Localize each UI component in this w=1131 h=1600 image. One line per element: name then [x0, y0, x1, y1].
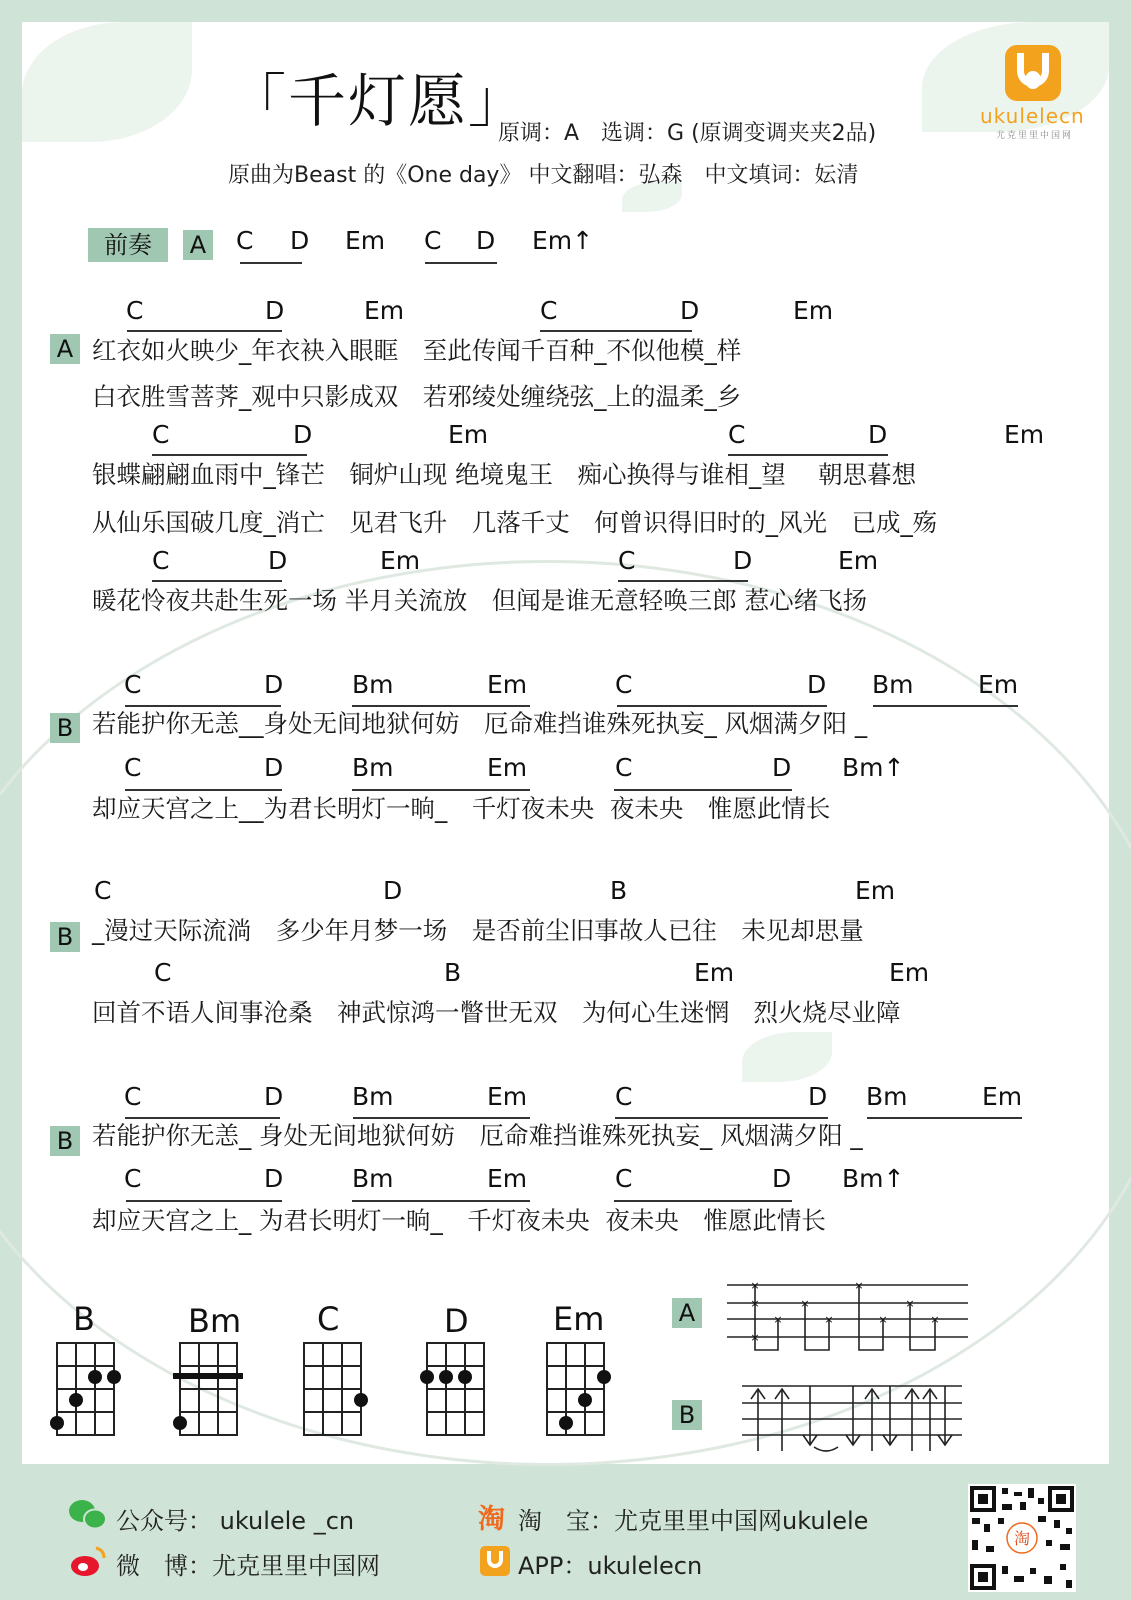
svg-text:×: ×	[750, 1280, 760, 1292]
chord: Bm	[352, 753, 394, 782]
chord: Em	[978, 670, 1019, 699]
chord-diagram-name: C	[317, 1300, 340, 1338]
pattern-tag: B	[672, 1400, 702, 1430]
chord: B	[444, 958, 462, 987]
chord-diagram-d-icon	[417, 1340, 497, 1440]
logo-subtitle: 尤克里里中国网	[996, 131, 1074, 141]
chord: C	[126, 296, 144, 325]
chord: Bm	[352, 1164, 394, 1193]
chord: C	[124, 753, 142, 782]
chord-diagram-name: B	[73, 1300, 95, 1338]
chord: D	[290, 226, 310, 255]
section-tag: B	[50, 922, 80, 952]
lyric-line: _漫过天际流淌 多少年月梦一场 是否前尘旧事故人已往 未见却思量	[92, 916, 864, 945]
key-info: 原调：A 选调：G (原调变调夹夹2品)	[498, 121, 877, 146]
app-name: APP：ukulelecn	[518, 1552, 703, 1580]
chord: C	[124, 1082, 142, 1111]
taobao-icon[interactable]: 淘	[478, 1504, 505, 1535]
lyric-line: 银蝶翩翩血雨中_锋芒 铜炉山现 绝境鬼王 痴心换得与谁相_望 朝思暮想	[92, 460, 917, 489]
lyric-line: 若能护你无恙_ 身处无间地狱何妨 厄命难挡谁殊死执妄_ 风烟满夕阳 _	[92, 1121, 863, 1150]
chord: C	[152, 420, 170, 449]
chord: Em	[487, 1082, 528, 1111]
svg-text:×: ×	[773, 1313, 783, 1326]
chord: D	[264, 753, 284, 782]
lyric-line: 回首不语人间事沧桑 神武惊鸿一瞥世无双 为何心生迷惘 烈火烧尽业障	[92, 998, 901, 1027]
chord: C	[424, 226, 442, 255]
chord: D	[264, 670, 284, 699]
chord: D	[265, 296, 285, 325]
svg-text:淘: 淘	[1013, 1529, 1031, 1548]
chord: C	[615, 670, 633, 699]
chord: C	[94, 876, 112, 905]
chord: Em	[694, 958, 735, 987]
chord: C	[615, 1082, 633, 1111]
lyric-line: 从仙乐国破几度_消亡 见君飞升 几落千丈 何曾识得旧时的_风光 已成_殇	[92, 508, 938, 537]
svg-text:×: ×	[930, 1313, 940, 1326]
app-icon[interactable]	[480, 1546, 510, 1576]
wechat-icon[interactable]	[68, 1498, 108, 1532]
chord: D	[383, 876, 403, 905]
section-tag: B	[50, 1126, 80, 1156]
chord: Em	[889, 958, 930, 987]
chord: D	[476, 226, 496, 255]
chord: C	[124, 1164, 142, 1193]
strumming-pattern-icon	[740, 1383, 970, 1453]
chord: C	[236, 226, 254, 255]
chord-underline	[867, 1117, 1022, 1119]
lyric-line: 若能护你无恙__身处无间地狱何妨 厄命难挡谁殊死执妄_ 风烟满夕阳 _	[92, 709, 868, 738]
chord: C	[615, 1164, 633, 1193]
chord: C	[154, 958, 172, 987]
logo-text: ukulelecn	[980, 104, 1085, 128]
chord: C	[618, 546, 636, 575]
chord: B	[610, 876, 628, 905]
chord: Bm↑	[842, 753, 905, 782]
chord: C	[615, 753, 633, 782]
chord: D	[772, 1164, 792, 1193]
chord: Em	[380, 546, 421, 575]
lyric-line: 暖花怜夜共赴生死一场 半月关流放 但闻是谁无意轻唤三郎 惹心绪飞扬	[92, 586, 868, 615]
ukulele-u-logo-icon[interactable]	[1005, 45, 1061, 101]
chord-diagram-em-icon	[540, 1340, 620, 1440]
chord: D	[808, 1082, 828, 1111]
chord: D	[264, 1082, 284, 1111]
weibo-account: 微 博：尤克里里中国网	[116, 1552, 380, 1580]
chord: Bm	[866, 1082, 908, 1111]
weibo-icon[interactable]	[68, 1544, 108, 1578]
svg-text:×: ×	[750, 1297, 760, 1310]
chord-underline	[425, 262, 497, 264]
chord: C	[540, 296, 558, 325]
chord: Em↑	[532, 226, 594, 255]
chord: D	[772, 753, 792, 782]
svg-text:×: ×	[824, 1313, 834, 1326]
taobao-store: 淘 宝：尤克里里中国网ukulele	[518, 1507, 869, 1535]
chord: Bm	[352, 1082, 394, 1111]
chord: Em	[487, 670, 528, 699]
wechat-account: 公众号： ukulele _cn	[116, 1507, 355, 1535]
lyric-line: 白衣胜雪菩荠_观中只影成双 若邪绫处缠绕弦_上的温柔_乡	[92, 382, 742, 411]
lyric-line: 红衣如火映少_年衣袂入眼眶 至此传闻千百种_不似他模_样	[92, 336, 742, 365]
chord: Em	[487, 1164, 528, 1193]
chord-diagram-bm-icon	[170, 1340, 250, 1440]
chord: Em	[345, 226, 386, 255]
svg-text:×: ×	[905, 1297, 915, 1310]
section-tag: A	[50, 334, 80, 364]
song-credits: 原曲为Beast 的《One day》 中文翻唱：弘森 中文填词：妘清	[228, 163, 859, 188]
chord-diagram-c-icon	[297, 1340, 377, 1440]
chord: Em	[487, 753, 528, 782]
chord-underline	[873, 705, 1018, 707]
chord: D	[733, 546, 753, 575]
chord: Em	[364, 296, 405, 325]
svg-text:×: ×	[750, 1331, 760, 1344]
footer	[0, 1464, 1131, 1600]
chord: C	[152, 546, 170, 575]
svg-text:×: ×	[800, 1297, 810, 1310]
chord: Em	[855, 876, 896, 905]
chord: D	[293, 420, 313, 449]
intro-label: 前奏	[88, 228, 168, 262]
intro-section-tag: A	[183, 230, 213, 260]
chord: D	[268, 546, 288, 575]
chord: Em	[793, 296, 834, 325]
qr-code[interactable]	[968, 1484, 1076, 1592]
chord: D	[868, 420, 888, 449]
svg-text:×: ×	[878, 1313, 888, 1326]
pattern-tag: A	[672, 1298, 702, 1328]
lyric-line: 却应天宫之上__为君长明灯一晌_ 千灯夜未央 夜未央 惟愿此情长	[92, 794, 831, 823]
chord: D	[680, 296, 700, 325]
lyric-line: 却应天宫之上_ 为君长明灯一晌_ 千灯夜未央 夜未央 惟愿此情长	[92, 1206, 826, 1235]
chord: C	[728, 420, 746, 449]
chord-diagram-name: Em	[553, 1300, 605, 1338]
section-tag: B	[50, 713, 80, 743]
svg-text:×: ×	[854, 1280, 864, 1292]
chord-diagram-b-icon	[50, 1340, 130, 1440]
chord: Em	[982, 1082, 1023, 1111]
chord: D	[807, 670, 827, 699]
chord: Em	[448, 420, 489, 449]
fingerpicking-pattern-icon	[725, 1280, 970, 1355]
leaf-decoration	[22, 22, 192, 142]
chord: Bm↑	[842, 1164, 905, 1193]
chord-underline	[240, 262, 302, 264]
chord: Bm	[352, 670, 394, 699]
chord-diagram-name: Bm	[188, 1302, 242, 1340]
chord: Em	[1004, 420, 1045, 449]
song-title: 「千灯愿」	[228, 67, 529, 135]
chord: Bm	[872, 670, 914, 699]
chord: D	[264, 1164, 284, 1193]
chord: C	[124, 670, 142, 699]
chord-diagram-name: D	[444, 1302, 469, 1340]
leaf-decoration	[742, 1032, 832, 1082]
chord: Em	[838, 546, 879, 575]
